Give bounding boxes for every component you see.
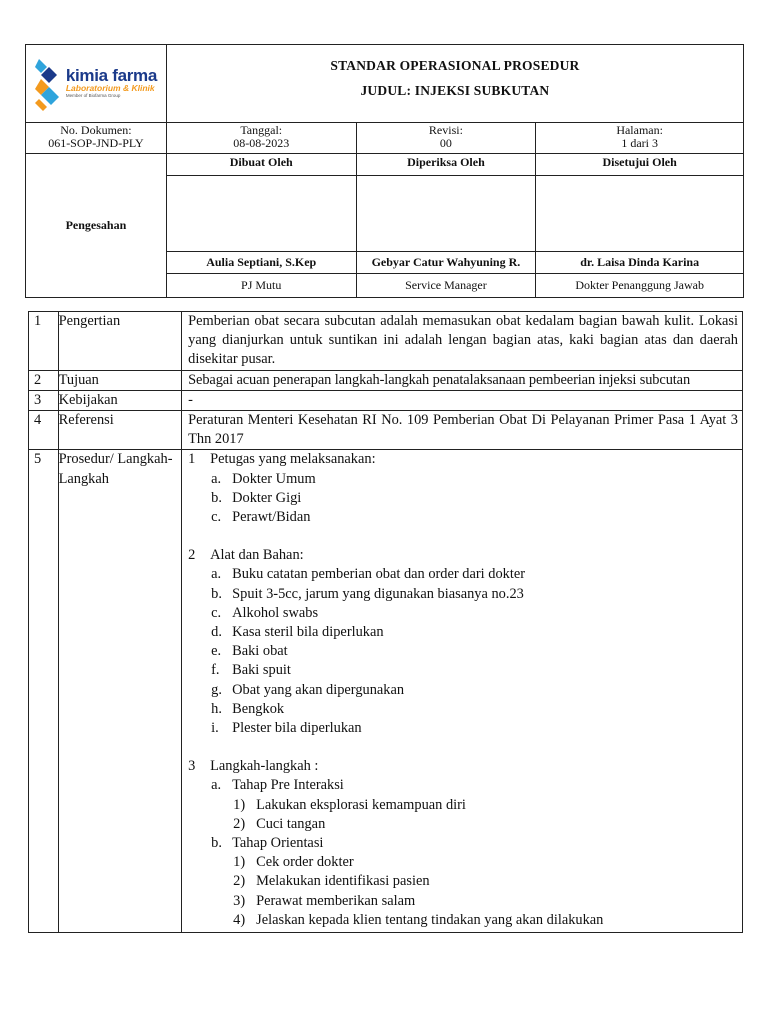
section-text: Sebagai acuan penerapan langkah-langkah penatalaksanaan pembeerian injeksi subcutan (182, 370, 743, 390)
phase-step (232, 911, 738, 930)
list-marker: 3) (233, 892, 246, 909)
approval-header-dibuat: Dibuat Oleh (166, 154, 356, 176)
list-title: Petugas yang melaksanakan: (210, 451, 376, 468)
langkah-phase (210, 776, 738, 834)
section-number: 4 (29, 411, 59, 450)
approver-role-disetujui: Dokter Penanggung Jawab (536, 274, 744, 298)
list-item-text: Spuit 3-5cc, jarum yang digunakan biasanya no.23 (232, 585, 524, 602)
phase-step (232, 796, 738, 815)
list-marker: g. (211, 681, 222, 698)
list-item-text: Buku catatan pemberian obat dan order dari dokter (232, 566, 526, 583)
procedure-list (188, 450, 738, 930)
phase-step (232, 853, 738, 872)
petugas-item (210, 489, 738, 508)
alat-item (210, 623, 738, 642)
list-marker: 1) (233, 854, 246, 871)
section-number: 3 (29, 390, 59, 410)
list-marker: b. (211, 585, 222, 602)
petugas-list (210, 470, 738, 528)
phase-steps (232, 796, 738, 834)
procedure-content (182, 450, 743, 933)
signature-space-disetujui (536, 176, 744, 252)
list-marker: 4) (233, 911, 246, 928)
list-marker: 1) (233, 796, 246, 813)
section-row-pengertian (29, 312, 743, 371)
logo-brand: kimia farma (65, 66, 158, 85)
list-marker: d. (211, 624, 222, 641)
list-marker: f. (211, 662, 220, 679)
alat-item (210, 585, 738, 604)
list-marker: c. (211, 604, 222, 621)
phase-step (232, 872, 738, 891)
logo-member: Member of Biofarma Group (65, 93, 121, 98)
list-marker: 1 (188, 451, 196, 468)
alat-item (210, 700, 738, 719)
approver-name-disetujui: dr. Laisa Dinda Karina (536, 252, 744, 274)
phase-step (232, 892, 738, 911)
document-subtitle: JUDUL: INJEKSI SUBKUTAN (360, 83, 550, 98)
list-item-text: Plester bila diperlukan (232, 720, 362, 737)
list-item-text: Bengkok (232, 700, 285, 717)
meta-value: 00 (439, 136, 452, 150)
list-item-text: Lakukan eksplorasi kemampuan diri (256, 796, 466, 813)
phase-step (232, 815, 738, 834)
meta-value: 1 dari 3 (621, 136, 658, 150)
section-row-tujuan (29, 370, 743, 390)
document-title: STANDAR OPERASIONAL PROSEDUR (330, 58, 580, 73)
phase-steps (232, 853, 738, 930)
list-item-text: Jelaskan kepada klien tentang tindakan yang akan dilakukan (256, 911, 604, 928)
alat-list (210, 565, 738, 738)
alat-item (210, 719, 738, 738)
list-marker: c. (211, 509, 222, 526)
pengesahan-label: Pengesahan (26, 154, 167, 298)
section-text: Pemberian obat secara subcutan adalah memasukan obat kedalam bagian bawah kulit. Lokasi yang dianjurkan untuk suntikan ini adalah lengan bagian atas, kaki bagian atas dan daerah disekitar pusar. (182, 312, 743, 371)
list-item-text: Obat yang akan dipergunakan (232, 681, 405, 698)
list-marker: i. (211, 720, 219, 737)
list-marker: b. (211, 489, 222, 506)
approver-name-diperiksa: Gebyar Catur Wahyuning R. (356, 252, 536, 274)
alat-item (210, 642, 738, 661)
section-label: Kebijakan (58, 390, 182, 410)
langkah-list (210, 776, 738, 930)
section-label: Pengertian (58, 312, 182, 371)
meta-label: Halaman: (616, 123, 663, 137)
list-marker: 2) (233, 815, 246, 832)
approval-header-diperiksa: Diperiksa Oleh (356, 154, 536, 176)
meta-label: Revisi: (428, 123, 463, 137)
section-number: 1 (29, 312, 59, 371)
section-label: Tujuan (58, 370, 182, 390)
list-gap (188, 527, 738, 546)
section-row-referensi (29, 411, 743, 450)
list-item-text: Alkohol swabs (232, 604, 319, 621)
meta-tanggal (166, 123, 356, 154)
signature-space-diperiksa (356, 176, 536, 252)
kimia-farma-logo (26, 57, 166, 111)
approver-role-diperiksa: Service Manager (356, 274, 536, 298)
procedure-petugas (188, 450, 738, 527)
section-number: 2 (29, 370, 59, 390)
approver-role-dibuat: PJ Mutu (166, 274, 356, 298)
meta-value: 061-SOP-JND-PLY (48, 136, 144, 150)
meta-no-dokumen (26, 123, 167, 154)
logo-cell (26, 45, 167, 123)
petugas-item (210, 470, 738, 489)
procedure-langkah (188, 757, 738, 930)
section-text: Peraturan Menteri Kesehatan RI No. 109 Pemberian Obat Di Pelayanan Primer Pasa 1 Ayat 3 Thn 2017 (182, 411, 743, 450)
list-marker: h. (211, 700, 222, 717)
meta-value: 08-08-2023 (233, 136, 290, 150)
list-marker: 3 (188, 758, 196, 775)
list-item-text: Cek order dokter (256, 854, 354, 871)
list-title: Alat dan Bahan: (210, 547, 304, 564)
logo-subtitle: Laboratorium & Klinik (65, 83, 155, 93)
list-marker: a. (211, 566, 222, 583)
list-item-text: Perawt/Bidan (232, 509, 311, 526)
alat-item (210, 604, 738, 623)
list-marker: b. (211, 835, 222, 852)
section-label: Referensi (58, 411, 182, 450)
section-text: - (182, 390, 743, 410)
alat-item (210, 681, 738, 700)
langkah-phase (210, 834, 738, 930)
list-item-text: Baki spuit (232, 662, 291, 679)
signature-space-dibuat (166, 176, 356, 252)
list-item-text: Melakukan identifikasi pasien (256, 873, 430, 890)
meta-label: Tanggal: (240, 123, 283, 137)
list-item-text: Tahap Orientasi (232, 835, 324, 852)
meta-revisi (356, 123, 536, 154)
list-item-text: Dokter Gigi (232, 489, 302, 506)
procedure-alat (188, 546, 738, 738)
list-item-text: Dokter Umum (232, 470, 316, 487)
list-marker: e. (211, 643, 222, 660)
approver-name-dibuat: Aulia Septiani, S.Kep (166, 252, 356, 274)
section-row-kebijakan (29, 390, 743, 410)
list-marker: a. (211, 470, 222, 487)
sop-content-table (28, 311, 743, 933)
section-row-prosedur (29, 450, 743, 933)
meta-halaman (536, 123, 744, 154)
meta-label: No. Dokumen: (60, 123, 132, 137)
list-marker: 2 (188, 547, 196, 564)
sop-header-table (25, 44, 744, 298)
section-number: 5 (29, 450, 59, 933)
alat-item (210, 565, 738, 584)
list-title: Langkah-langkah : (210, 758, 319, 775)
list-item-text: Baki obat (232, 643, 288, 660)
kimia-farma-mark-icon (35, 57, 63, 111)
list-item-text: Kasa steril bila diperlukan (232, 624, 384, 641)
alat-item (210, 661, 738, 680)
petugas-item (210, 508, 738, 527)
list-item-text: Tahap Pre Interaksi (232, 777, 344, 794)
title-cell (166, 45, 743, 123)
list-item-text: Cuci tangan (256, 815, 326, 832)
list-item-text: Perawat memberikan salam (256, 892, 416, 909)
list-marker: 2) (233, 873, 246, 890)
list-marker: a. (211, 777, 222, 794)
list-gap (188, 738, 738, 757)
section-label: Prosedur/ Langkah-Langkah (58, 450, 182, 933)
approval-header-disetujui: Disetujui Oleh (536, 154, 744, 176)
